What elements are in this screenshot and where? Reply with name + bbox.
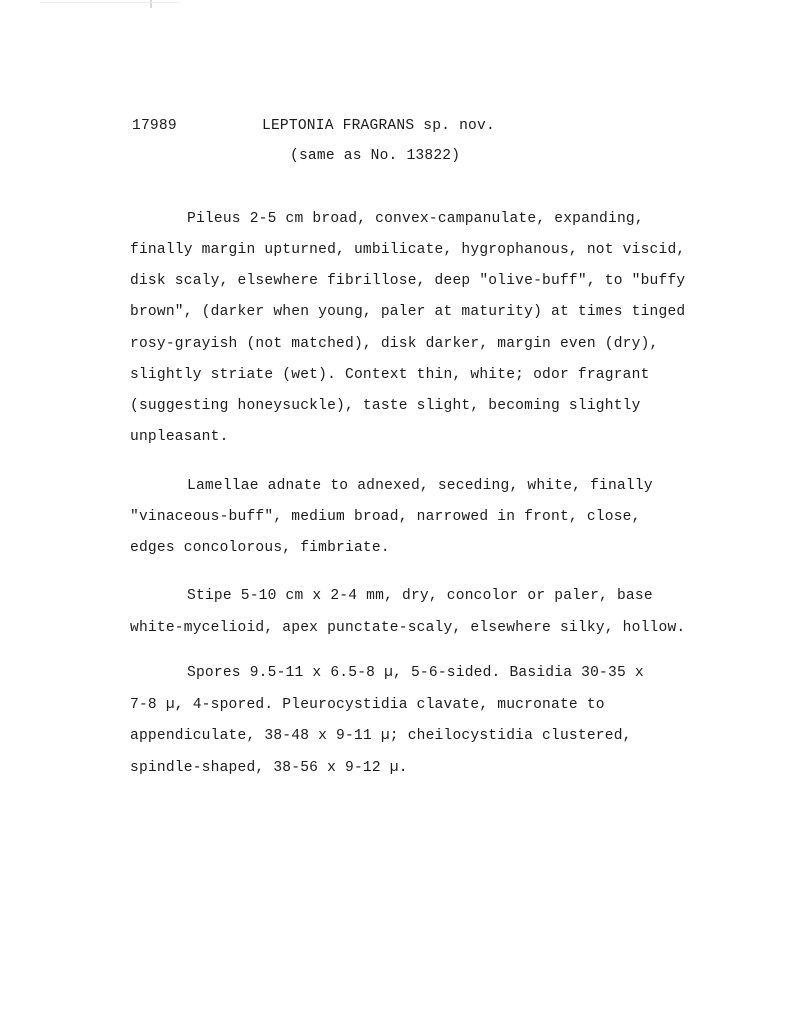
pileus-line: slightly striate (wet). Context thin, white; odor fragrant [130, 367, 650, 383]
lamellae-line: Lamellae adnate to adnexed, seceding, white, finally [187, 478, 653, 494]
spores-line: 7-8 µ, 4-spored. Pleurocystidia clavate, mucronate to [130, 697, 605, 713]
pileus-line: finally margin upturned, umbilicate, hygrophanous, not viscid, [130, 242, 686, 258]
pileus-line: unpleasant. [130, 429, 229, 445]
spores-line: appendiculate, 38-48 x 9-11 µ; cheilocystidia clustered, [130, 728, 632, 744]
spores-line: spindle-shaped, 38-56 x 9-12 µ. [130, 760, 408, 776]
specimen-number: 17989 [132, 118, 177, 134]
species-title: LEPTONIA FRAGRANS sp. nov. [262, 118, 495, 134]
pileus-line: (suggesting honeysuckle), taste slight, becoming slightly [130, 398, 641, 414]
pileus-line: brown", (darker when young, paler at maturity) at times tinged [130, 304, 686, 320]
scan-speck [40, 2, 180, 3]
spores-line: Spores 9.5-11 x 6.5-8 µ, 5-6-sided. Basidia 30-35 x [187, 665, 644, 681]
lamellae-line: "vinaceous-buff", medium broad, narrowed in front, close, [130, 509, 641, 525]
species-subtitle: (same as No. 13822) [290, 148, 461, 164]
stipe-line: Stipe 5-10 cm x 2-4 mm, dry, concolor or paler, base [187, 588, 653, 604]
pileus-line: disk scaly, elsewhere fibrillose, deep "olive-buff", to "buffy [130, 273, 686, 289]
pileus-line: Pileus 2-5 cm broad, convex-campanulate, expanding, [187, 211, 644, 227]
pileus-line: rosy-grayish (not matched), disk darker, margin even (dry), [130, 336, 659, 352]
stipe-line: white-mycelioid, apex punctate-scaly, elsewhere silky, hollow. [130, 620, 686, 636]
lamellae-line: edges concolorous, fimbriate. [130, 540, 390, 556]
